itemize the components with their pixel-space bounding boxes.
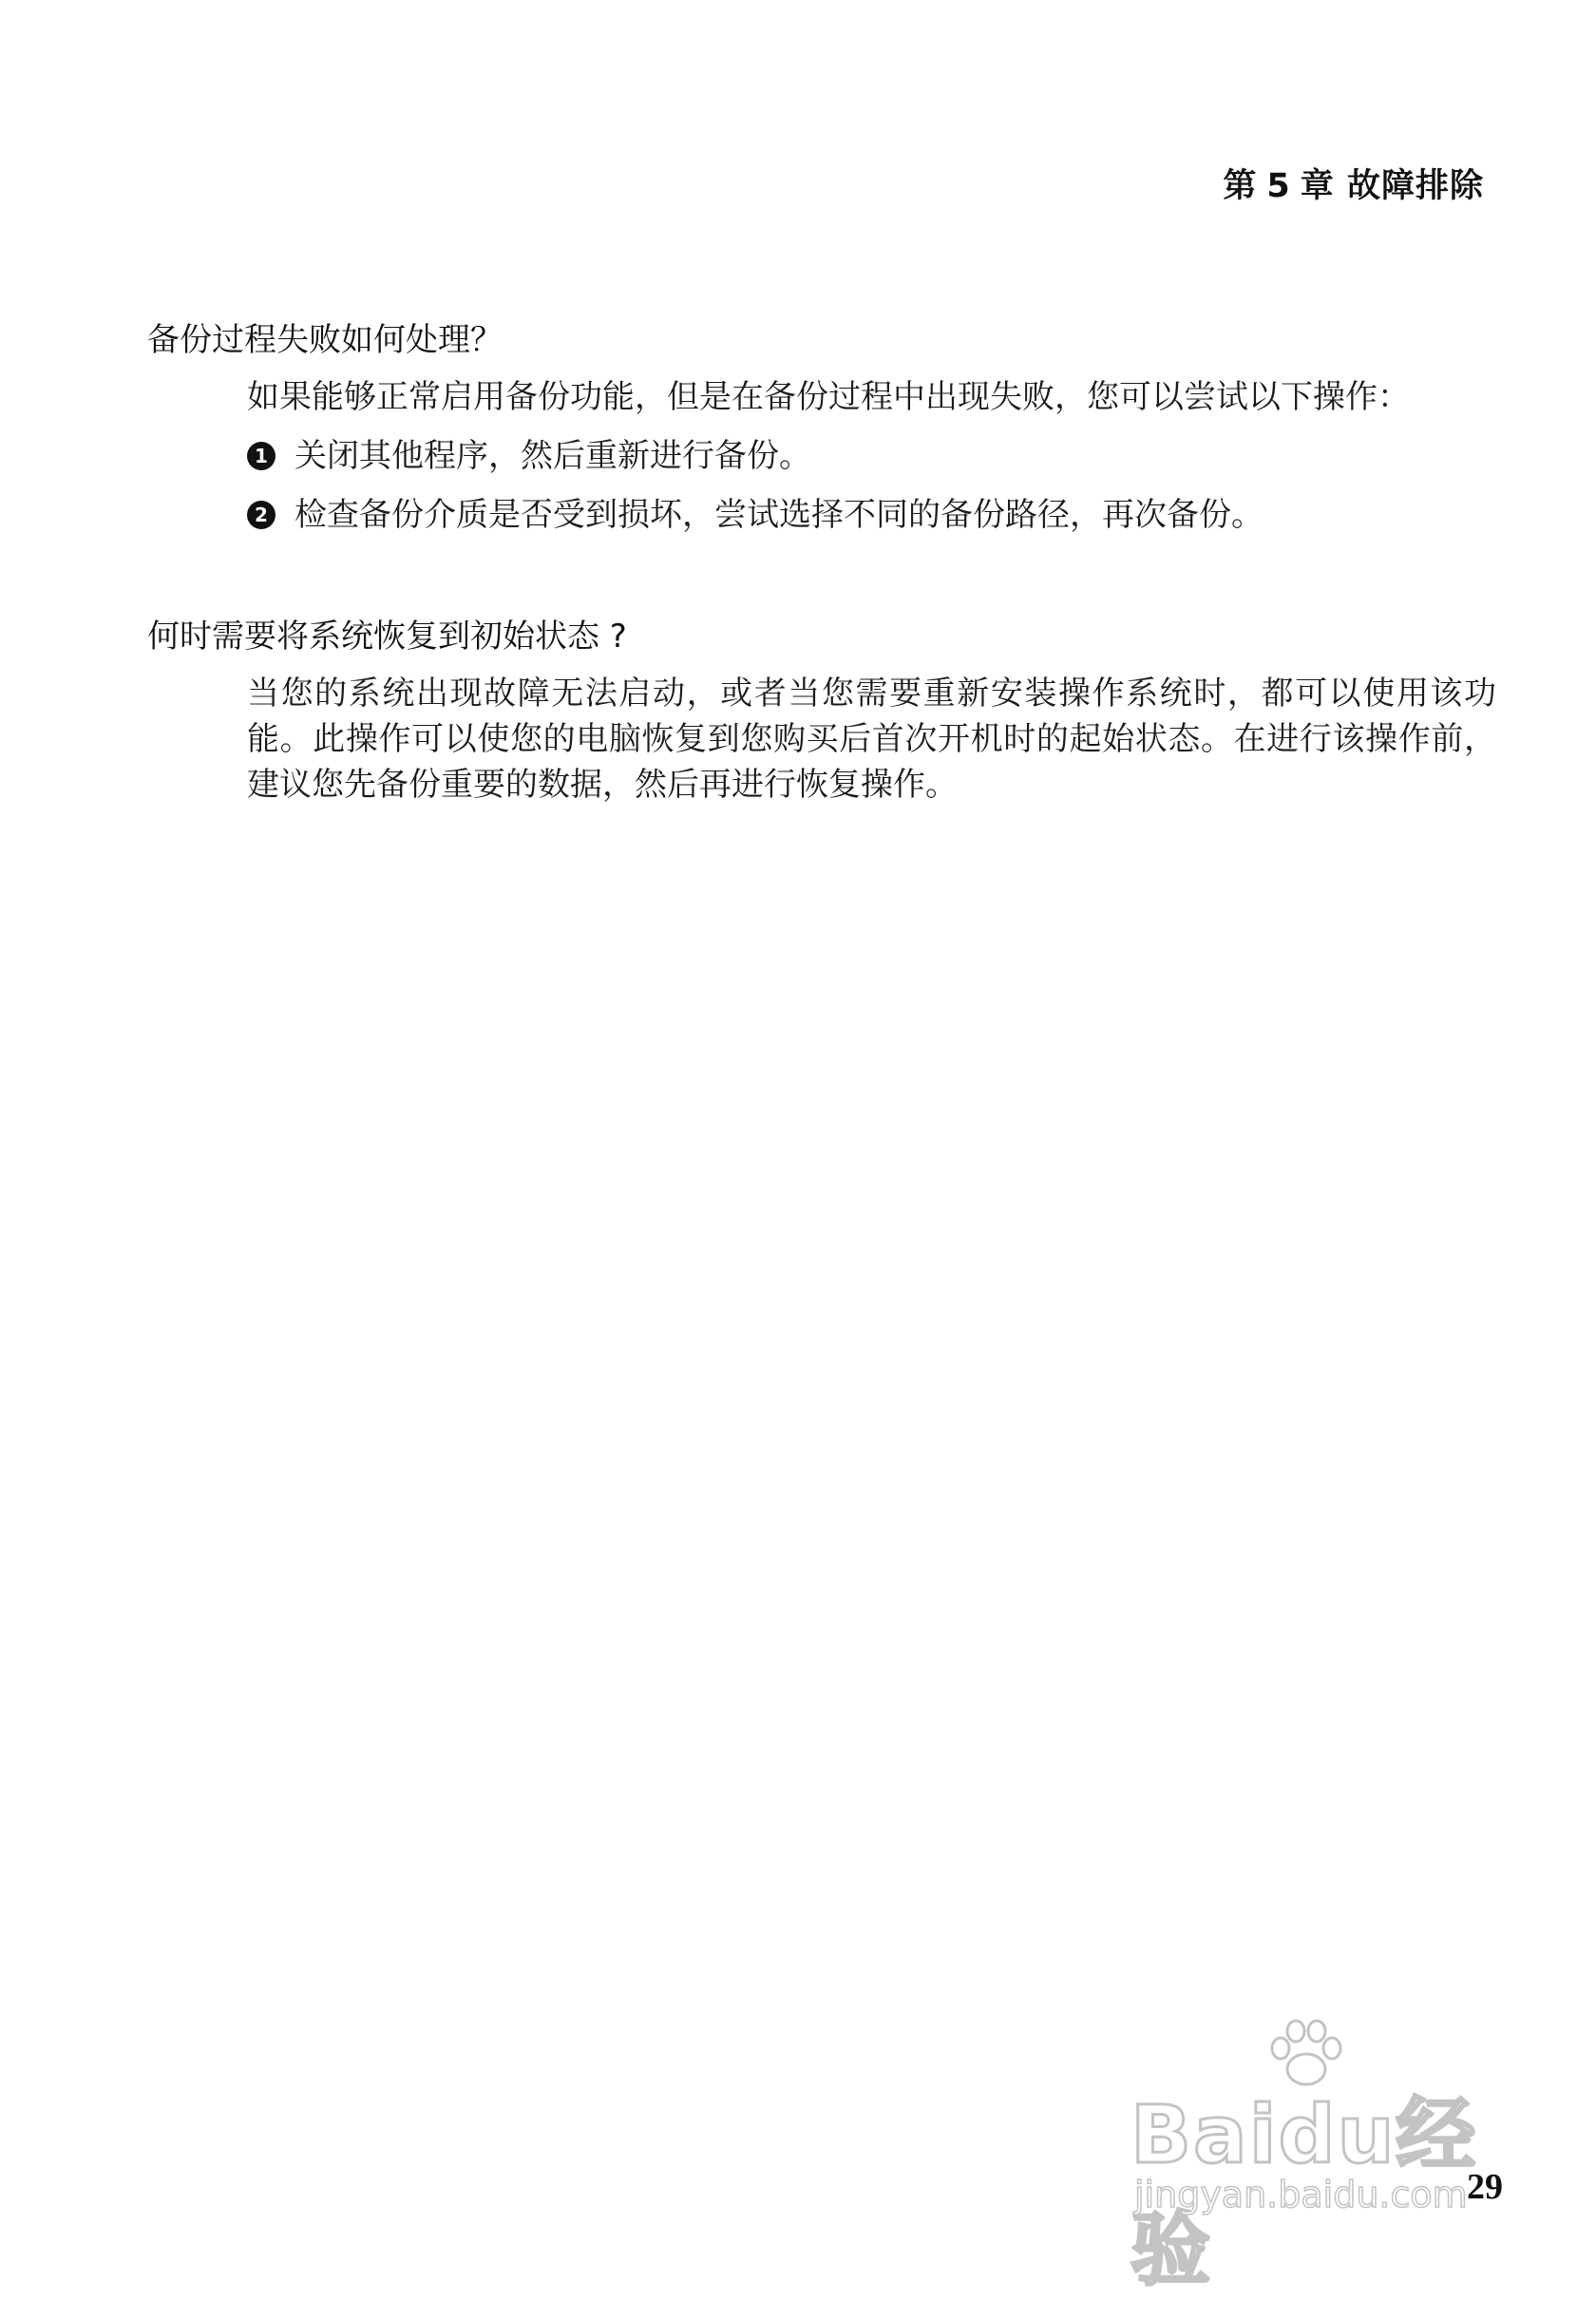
faq-section-backup-failure xyxy=(147,319,1496,538)
page-number: 29 xyxy=(1467,2167,1503,2207)
list-item xyxy=(247,492,1496,538)
question-heading: 备份过程失败如何处理？ xyxy=(147,321,503,359)
chapter-suffix: 章 xyxy=(1300,167,1335,205)
list-item-text: 检查备份介质是否受到损坏，尝试选择不同的备份路径，再次备份。 xyxy=(294,496,1264,534)
chapter-header xyxy=(1223,160,1484,207)
chapter-number: 5 xyxy=(1266,167,1291,205)
faq-section-system-restore xyxy=(147,616,1496,808)
chapter-prefix: 第 xyxy=(1223,167,1258,205)
answer-paragraph: 当您的系统出现故障无法启动，或者当您需要重新安装操作系统时，都可以使用该功能。此操作可以使您的电脑恢复到您购买后首次开机时的起始状态。在进行该操作前，建议您先备份重要的数据，然后再进行恢复操作。 xyxy=(247,675,1496,804)
list-item xyxy=(247,433,1496,479)
question-intro: 如果能够正常启用备份功能，但是在备份过程中出现失败，您可以尝试以下操作： xyxy=(247,378,1410,416)
watermark-url: jingyan.baidu.com xyxy=(1134,2174,1468,2215)
chapter-title: 故障排除 xyxy=(1346,167,1484,205)
list-item-text: 关闭其他程序，然后重新进行备份。 xyxy=(294,437,811,475)
number-bullet-1-icon: 1 xyxy=(247,442,276,470)
baidu-jingyan-watermark xyxy=(1121,2014,1501,2296)
watermark-logo: Baidu经验 xyxy=(1130,2088,1478,2296)
number-bullet-2-icon: 2 xyxy=(247,501,276,529)
question-heading: 何时需要将系统恢复到初始状态 ? xyxy=(147,618,627,656)
